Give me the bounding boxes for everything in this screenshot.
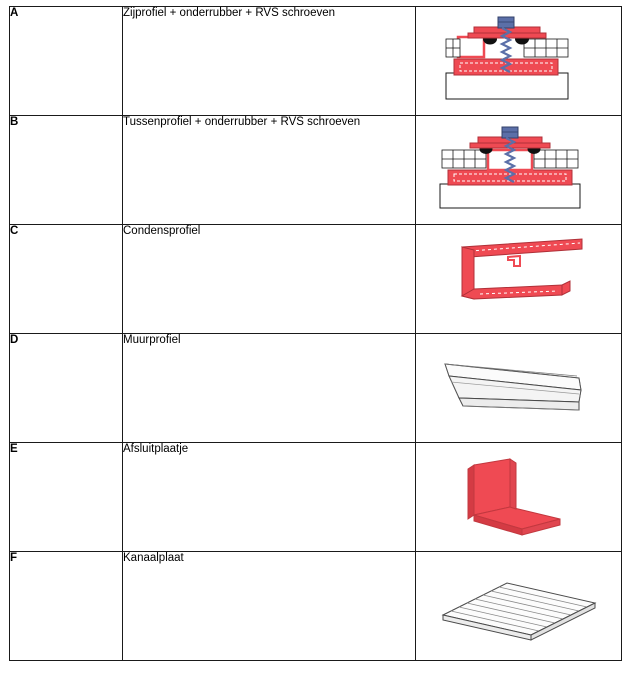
row-description-label: Muurprofiel (123, 334, 181, 346)
row-code-label: C (10, 225, 19, 237)
row-description-label: Kanaalplaat (123, 552, 184, 564)
table-row (10, 334, 622, 443)
condensation-profile-drawing (416, 225, 621, 333)
wall-profile-icon (429, 342, 609, 434)
row-illustration-cell (416, 552, 622, 661)
table-row (10, 443, 622, 552)
row-description-cell (123, 334, 416, 443)
row-illustration-cell (416, 334, 622, 443)
row-illustration-cell (416, 116, 622, 225)
parts-sheet (0, 6, 641, 678)
table-row (10, 7, 622, 116)
row-illustration-cell (416, 443, 622, 552)
row-description-cell (123, 116, 416, 225)
parts-table (9, 6, 622, 661)
row-illustration-cell (416, 7, 622, 116)
table-row (10, 552, 622, 661)
row-code-cell (10, 225, 123, 334)
row-code-cell (10, 7, 123, 116)
row-code-label: F (10, 552, 18, 564)
end-cap-plate-icon (444, 451, 594, 543)
row-code-cell (10, 443, 123, 552)
table-row (10, 116, 622, 225)
intermediate-profile-drawing (416, 116, 621, 224)
table-row (10, 225, 622, 334)
side-profile-icon (424, 11, 614, 111)
intermediate-profile-icon (424, 120, 614, 220)
row-description-cell (123, 443, 416, 552)
row-code-label: A (10, 7, 19, 19)
row-code-cell (10, 552, 123, 661)
condensation-profile-icon (434, 233, 604, 325)
row-code-cell (10, 334, 123, 443)
multiwall-sheet-icon (429, 563, 609, 649)
row-description-label: Condensprofiel (123, 225, 201, 237)
row-illustration-cell (416, 225, 622, 334)
row-description-label: Tussenprofiel + onderrubber + RVS schroeven (123, 116, 361, 128)
row-description-cell (123, 7, 416, 116)
row-code-label: B (10, 116, 19, 128)
side-profile-drawing (416, 7, 621, 115)
row-description-label: Afsluitplaatje (123, 443, 189, 455)
row-description-cell (123, 225, 416, 334)
wall-profile-drawing (416, 334, 621, 442)
multiwall-sheet-drawing (416, 552, 621, 660)
row-code-label: D (10, 334, 19, 346)
end-cap-plate-drawing (416, 443, 621, 551)
row-code-cell (10, 116, 123, 225)
row-description-label: Zijprofiel + onderrubber + RVS schroeven (123, 7, 336, 19)
row-code-label: E (10, 443, 18, 455)
row-description-cell (123, 552, 416, 661)
